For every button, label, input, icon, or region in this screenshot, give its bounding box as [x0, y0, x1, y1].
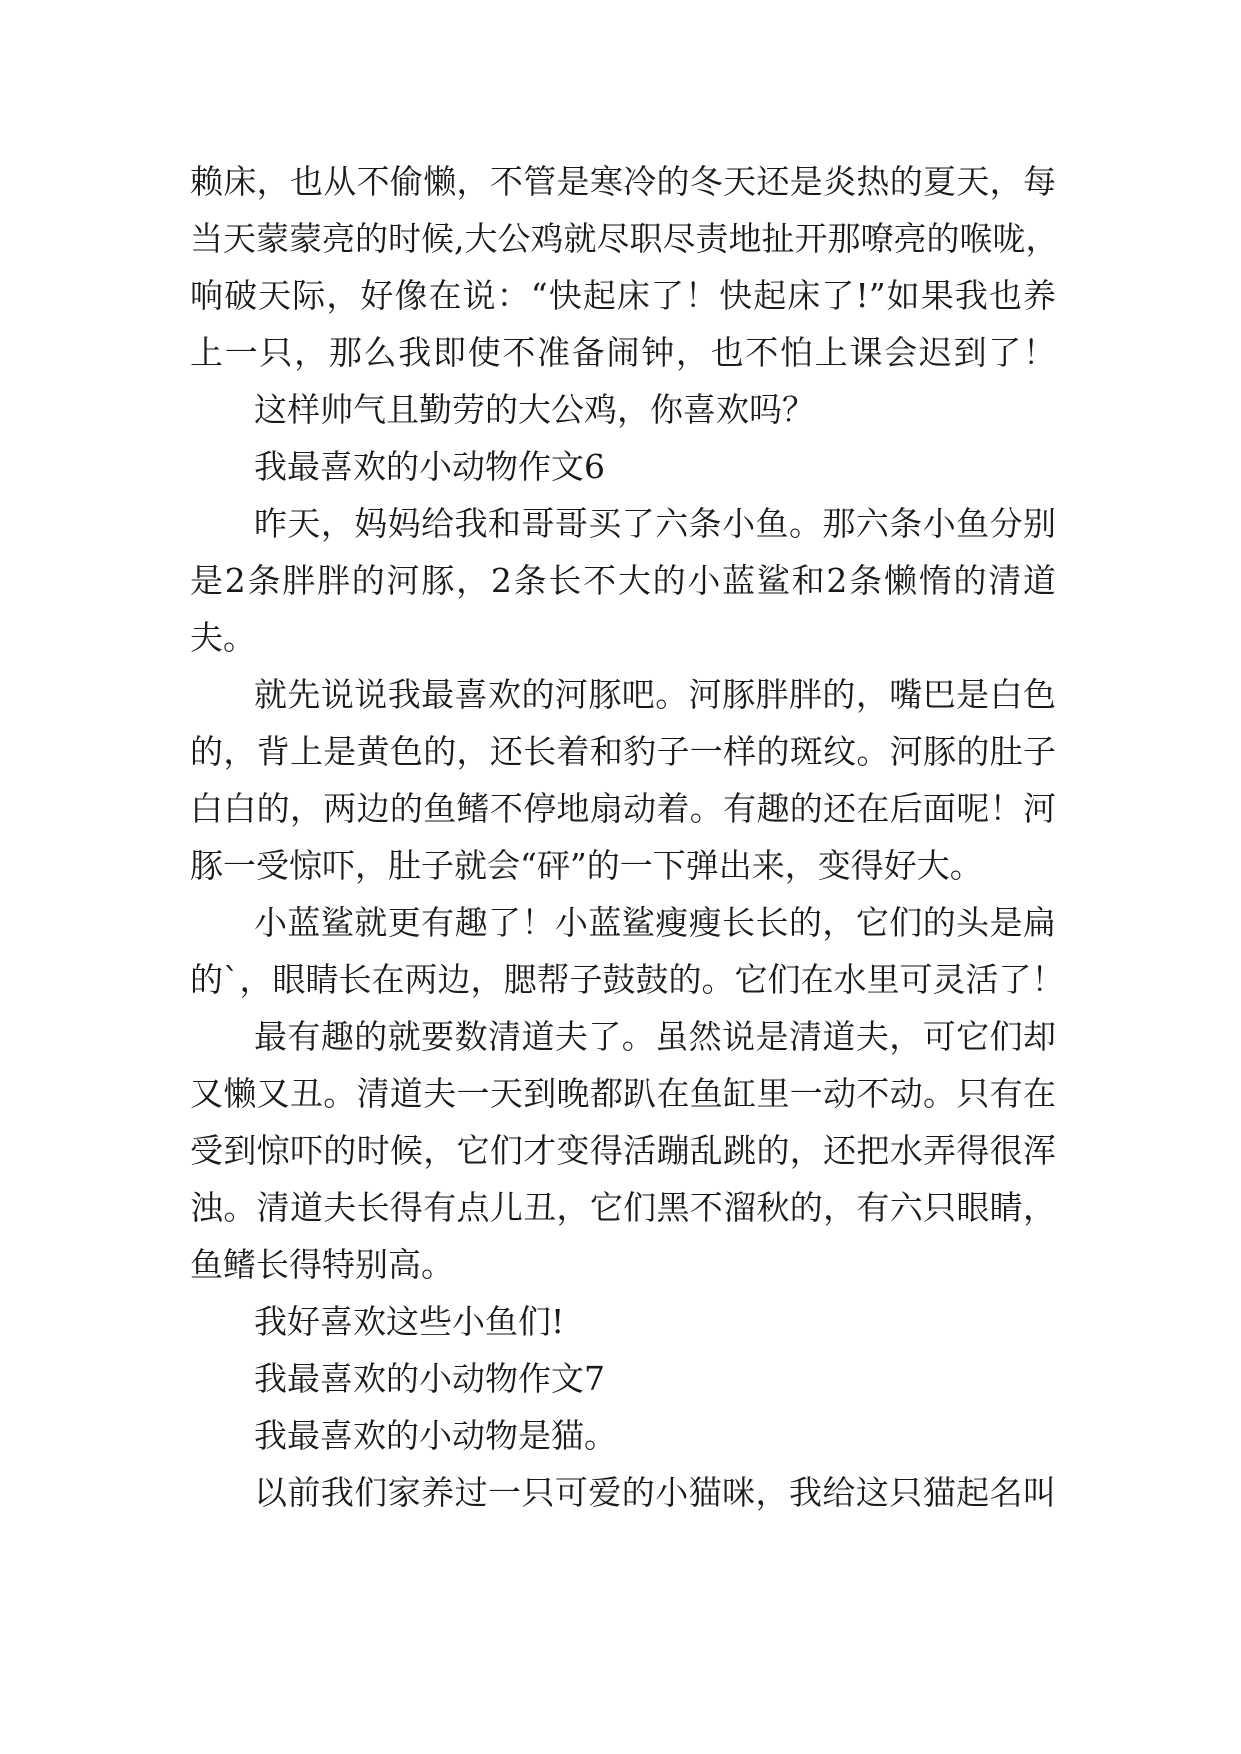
text-line: 赖床，也从不偷懒，不管是寒冷的冬天还是炎热的夏天，每 — [190, 162, 1056, 201]
text-line: 小蓝鲨就更有趣了！小蓝鲨瘦瘦长长的，它们的头是扁 — [254, 903, 1056, 942]
text-line: 是2条胖胖的河豚，2条长不大的小蓝鲨和2条懒惰的清道 — [190, 561, 1056, 600]
text-line: 上一只，那么我即使不准备闹钟，也不怕上课会迟到了！ — [190, 333, 1056, 372]
text-line: 响破天际，好像在说：“快起床了！快起床了!”如果我也养 — [190, 276, 1056, 315]
text-line: 我好喜欢这些小鱼们! — [254, 1302, 565, 1341]
text-line: 就先说说我最喜欢的河豚吧。河豚胖胖的，嘴巴是白色 — [254, 675, 1056, 714]
text-line: 白白的，两边的鱼鳍不停地扇动着。有趣的还在后面呢！河 — [190, 789, 1056, 828]
text-line: 我最喜欢的小动物是猫。 — [254, 1416, 617, 1455]
text-line: 浊。清道夫长得有点儿丑，它们黑不溜秋的，有六只眼睛， — [190, 1188, 1056, 1227]
text-line: 以前我们家养过一只可爱的小猫咪，我给这只猫起名叫 — [254, 1473, 1056, 1512]
text-line: 昨天，妈妈给我和哥哥买了六条小鱼。那六条小鱼分别 — [254, 504, 1056, 543]
text-line: 的，背上是黄色的，还长着和豹子一样的斑纹。河豚的肚子 — [190, 732, 1056, 771]
text-line: 的`，眼睛长在两边，腮帮子鼓鼓的。它们在水里可灵活了！ — [190, 960, 1065, 999]
section-heading: 我最喜欢的小动物作文6 — [254, 447, 605, 486]
text-line: 当天蒙蒙亮的时候,大公鸡就尽职尽责地扯开那嘹亮的喉咙， — [190, 219, 1059, 258]
text-line: 鱼鳍长得特别高。 — [190, 1245, 454, 1284]
text-line: 豚一受惊吓，肚子就会“砰”的一下弹出来，变得好大。 — [190, 846, 983, 885]
section-heading: 我最喜欢的小动物作文7 — [254, 1359, 605, 1398]
text-line: 受到惊吓的时候，它们才变得活蹦乱跳的，还把水弄得很浑 — [190, 1131, 1056, 1170]
text-line: 最有趣的就要数清道夫了。虽然说是清道夫，可它们却 — [254, 1017, 1056, 1056]
text-line: 这样帅气且勤劳的大公鸡，你喜欢吗？ — [254, 390, 815, 429]
text-line: 夫。 — [190, 618, 256, 657]
text-line: 又懒又丑。清道夫一天到晚都趴在鱼缸里一动不动。只有在 — [190, 1074, 1056, 1113]
